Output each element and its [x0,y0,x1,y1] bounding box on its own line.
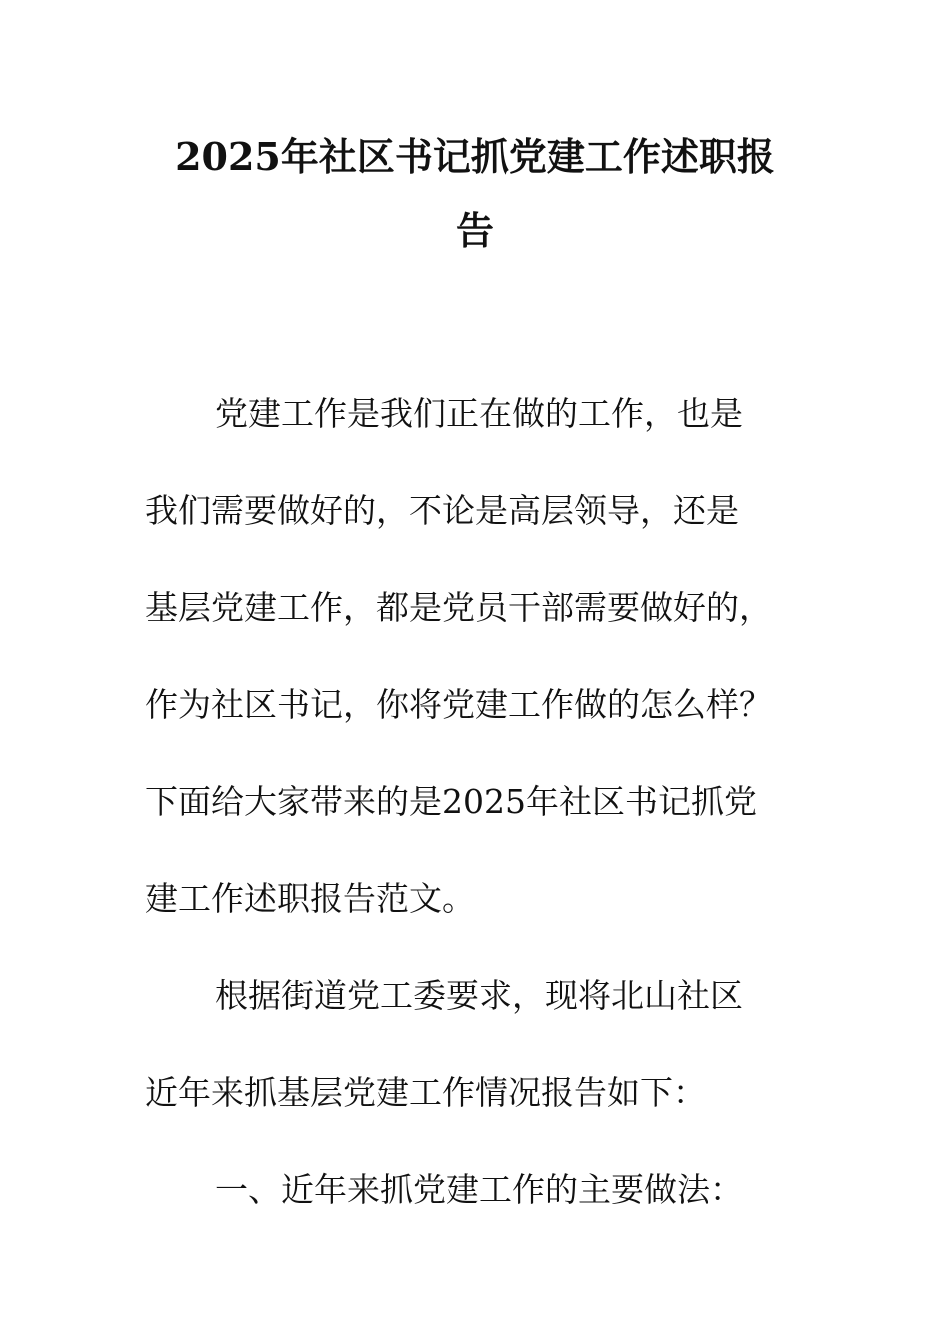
paragraph-line: 我们需要做好的，不论是高层领导，还是 [145,491,739,530]
document-title [145,120,805,268]
section-heading: 一、近年来抓党建工作的主要做法： [215,1170,743,1209]
paragraph-line: 基层党建工作，都是党员干部需要做好的， [145,588,772,627]
paragraph-line: 根据街道党工委要求，现将北山社区 [215,976,743,1015]
title-line: 2025年社区书记抓党建工作述职报 [175,134,775,179]
document-body [145,365,805,1238]
title-line: 告 [455,208,494,253]
paragraph-line: 下面给大家带来的是2025年社区书记抓党 [145,782,757,821]
paragraph-line: 党建工作是我们正在做的工作，也是 [215,394,743,433]
paragraph-line: 建工作述职报告范文。 [145,879,475,918]
paragraph-line: 作为社区书记，你将党建工作做的怎么样？ [145,685,772,724]
paragraph-line: 近年来抓基层党建工作情况报告如下： [145,1073,706,1112]
